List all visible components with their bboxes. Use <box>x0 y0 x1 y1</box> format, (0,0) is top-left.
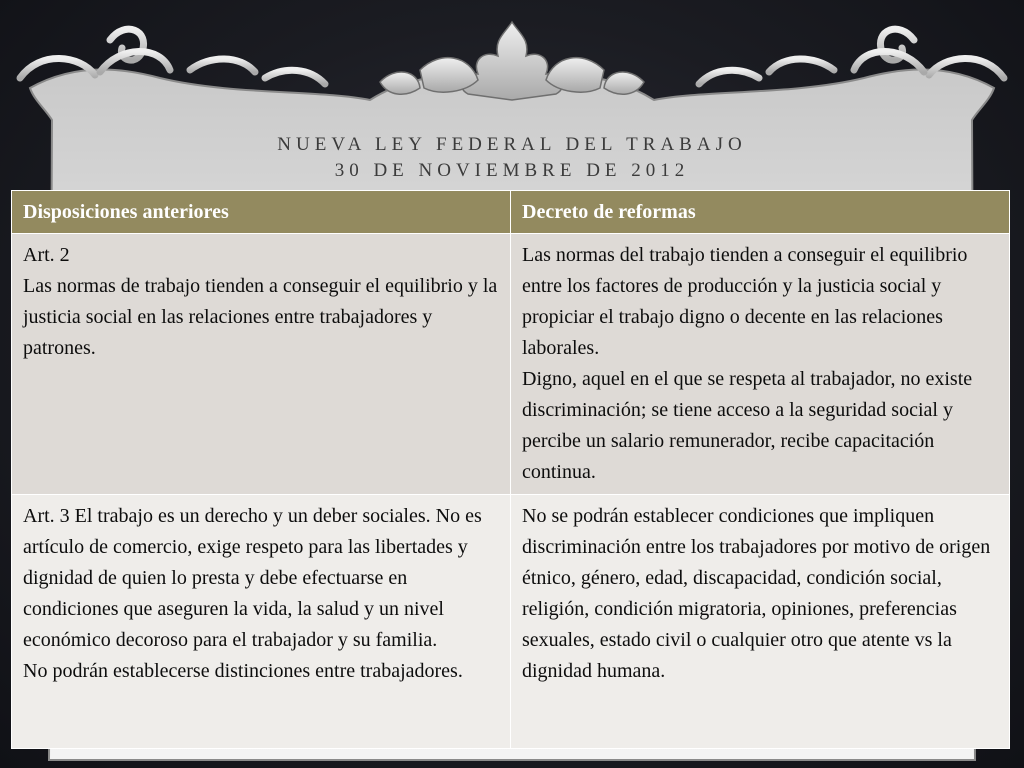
table-header-row <box>12 191 1010 234</box>
table-cell <box>511 495 1010 749</box>
table-row <box>12 495 1010 749</box>
comparison-table <box>11 190 1010 749</box>
table-cell <box>12 495 511 749</box>
header-disposiciones-anteriores: Disposiciones anteriores <box>12 191 511 234</box>
slide-title <box>0 132 1024 184</box>
art-3-previous-text: Art. 3 El trabajo es un derecho y un deber sociales. No es artículo de comercio, exige respeto para las libertades y dignidad de quien lo presta y debe efectuarse en condiciones que aseguren la vida, la salud y un nivel económico decoroso para el trabajador y su familia. No podrán establecerse distinciones entre trabajadores. <box>23 505 482 682</box>
art-2-reform-text: Las normas del trabajo tienden a conseguir el equilibrio entre los factores de producción y la justicia social y propiciar el trabajo digno o decente en las relaciones laborales. Digno, aquel en el que se respeta al trabajador, no existe discriminación; se tiene acceso a la seguridad social y percibe un salario remunerador, recibe capacitación continua. <box>522 244 973 483</box>
table-row <box>12 234 1010 495</box>
slide-title-line-1: NUEVA LEY FEDERAL DEL TRABAJO <box>277 134 747 155</box>
slide-title-line-2: 30 DE NOVIEMBRE DE 2012 <box>334 160 690 181</box>
center-crest-ornament <box>380 22 644 100</box>
table-cell <box>511 234 1010 495</box>
art-3-reform-text: No se podrán establecer condiciones que impliquen discriminación entre los trabajadores por motivo de origen étnico, género, edad, discapacidad, condición social, religión, condición migratoria, opiniones, preferencias sexuales, estado civil o cualquier otro que atente vs la dignidad humana. <box>522 505 991 682</box>
table-cell <box>12 234 511 495</box>
art-2-previous-text: Art. 2 Las normas de trabajo tienden a conseguir el equilibrio y la justicia social en las relaciones entre trabajadores y patrones. <box>23 244 498 359</box>
header-decreto-de-reformas: Decreto de reformas <box>511 191 1010 234</box>
